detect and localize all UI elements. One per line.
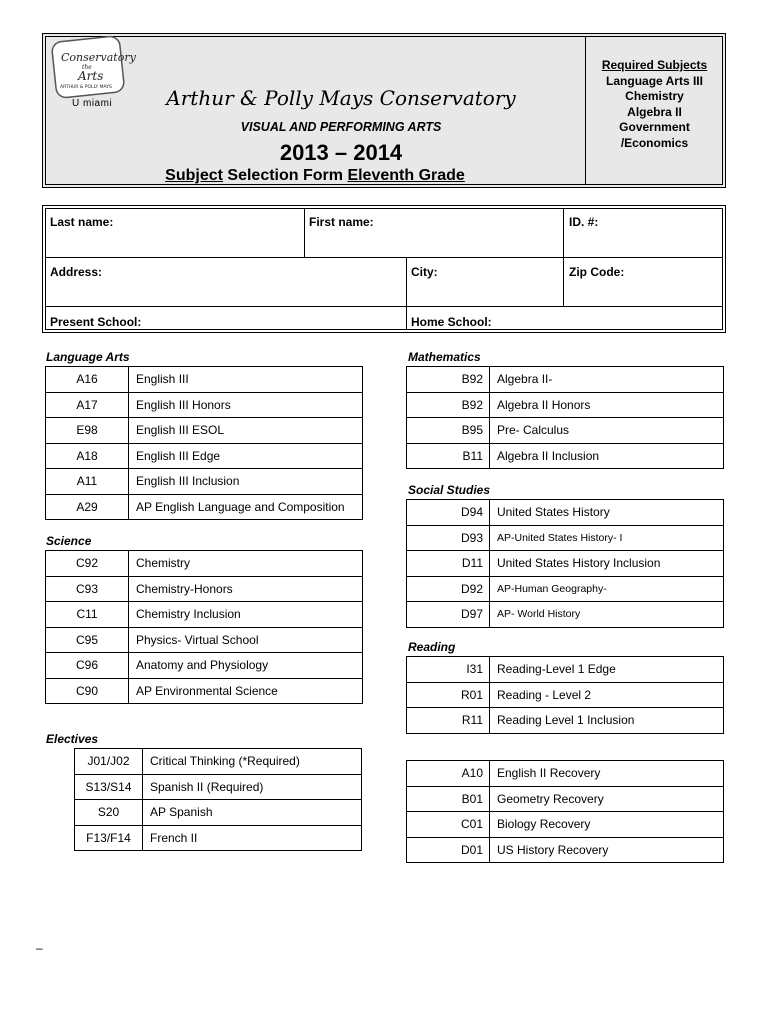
course-code: C96 [46,653,129,679]
course-row[interactable] [407,525,724,551]
recovery-table [406,760,724,863]
language-arts-table [45,366,363,520]
form-title-subject: Subject [165,167,223,184]
course-code: D94 [407,500,490,526]
course-code: C93 [46,576,129,602]
course-code: B92 [407,392,490,418]
course-code: A18 [46,443,129,469]
course-name: Chemistry Inclusion [129,602,363,628]
course-row[interactable] [46,602,363,628]
electives-table [74,748,362,851]
mathematics-table [406,366,724,469]
course-name: Reading - Level 2 [490,682,724,708]
course-name: Reading-Level 1 Edge [490,657,724,683]
course-code: C90 [46,678,129,704]
course-row[interactable] [407,786,724,812]
first-name-field[interactable]: First name: [309,215,374,229]
course-name: United States History [490,500,724,526]
course-row[interactable] [46,443,363,469]
course-row[interactable] [46,392,363,418]
course-name: Anatomy and Physiology [129,653,363,679]
form-title [140,167,490,185]
course-row[interactable] [46,576,363,602]
course-code: A10 [407,761,490,787]
course-code: D92 [407,576,490,602]
course-code: A16 [46,367,129,393]
required-subjects-box [585,36,723,185]
course-name: English III ESOL [129,418,363,444]
zip-code-field[interactable]: Zip Code: [569,265,625,279]
course-name: US History Recovery [490,837,724,863]
footer-mark: – [36,941,43,955]
course-code: B95 [407,418,490,444]
course-code: D01 [407,837,490,863]
course-name: Critical Thinking (*Required) [143,749,362,775]
course-row[interactable] [407,367,724,393]
course-name: Geometry Recovery [490,786,724,812]
course-row[interactable] [407,392,724,418]
section-title-mathematics: Mathematics [408,350,481,364]
info-divider [406,257,407,330]
course-name: AP English Language and Composition [129,494,363,520]
course-name: Reading Level 1 Inclusion [490,708,724,734]
reading-table [406,656,724,734]
course-code: D93 [407,525,490,551]
course-code: D97 [407,602,490,628]
course-row[interactable] [46,469,363,495]
course-name: English II Recovery [490,761,724,787]
course-code: A11 [46,469,129,495]
course-name: French II [143,825,362,851]
course-row[interactable] [46,551,363,577]
course-name: Algebra II Inclusion [490,443,724,469]
logo-text-the: the [82,64,92,71]
school-year: 2013 – 2014 [279,140,403,165]
course-row[interactable] [407,708,724,734]
course-row[interactable] [407,682,724,708]
course-name: English III [129,367,363,393]
course-code: A17 [46,392,129,418]
home-school-field[interactable]: Home School: [411,315,492,329]
course-name: AP- World History [490,602,724,628]
course-name: AP-United States History- I [490,525,724,551]
address-field[interactable]: Address: [50,265,103,279]
form-title-grade: Eleventh Grade [347,167,465,184]
course-name: AP Spanish [143,800,362,826]
form-title-middle: Selection Form [222,167,348,184]
city-field[interactable]: City: [411,265,438,279]
course-name: Spanish II (Required) [143,774,362,800]
course-row[interactable] [407,500,724,526]
school-title: Arthur & Polly Mays Conservatory [166,86,516,110]
umiami-logo: U miami [72,98,113,109]
course-code: S20 [75,800,143,826]
course-row[interactable] [46,627,363,653]
info-divider [45,306,723,307]
course-row[interactable] [407,418,724,444]
course-row[interactable] [407,837,724,863]
course-code: S13/S14 [75,774,143,800]
required-subject-item: Algebra II [627,104,682,119]
course-row[interactable] [75,774,362,800]
conservatory-logo [50,37,136,99]
logo-text-arts: Arts [78,69,104,83]
course-row[interactable] [407,602,724,628]
section-title-reading: Reading [408,640,456,654]
course-row[interactable] [407,761,724,787]
info-divider [563,257,564,306]
course-row[interactable] [46,678,363,704]
course-row[interactable] [75,800,362,826]
course-code: B01 [407,786,490,812]
course-name: Algebra II Honors [490,392,724,418]
course-code: A29 [46,494,129,520]
course-code: J01/J02 [75,749,143,775]
course-row[interactable] [407,443,724,469]
course-code: F13/F14 [75,825,143,851]
section-title-social-studies: Social Studies [408,483,491,497]
last-name-field[interactable]: Last name: [50,215,114,229]
science-table [45,550,363,704]
logo-text-conservatory: Conservatory [61,51,136,64]
course-row[interactable] [407,812,724,838]
course-name: Chemistry [129,551,363,577]
course-row[interactable] [407,551,724,577]
section-title-electives: Electives [46,732,99,746]
course-code: C92 [46,551,129,577]
course-code: D11 [407,551,490,577]
course-name: Pre- Calculus [490,418,724,444]
course-row[interactable] [407,576,724,602]
course-row[interactable] [407,657,724,683]
info-divider [304,208,305,257]
course-row[interactable] [75,825,362,851]
course-code: B92 [407,367,490,393]
social-studies-table [406,499,724,628]
course-name: Biology Recovery [490,812,724,838]
course-code: B11 [407,443,490,469]
course-code: I31 [407,657,490,683]
present-school-field[interactable]: Present School: [50,315,142,329]
course-row[interactable] [75,749,362,775]
required-subjects-title: Required Subjects [601,58,708,72]
course-name: Chemistry-Honors [129,576,363,602]
section-title-science: Science [46,534,92,548]
required-subject-item: /Economics [620,135,689,150]
course-code: R11 [407,708,490,734]
course-row[interactable] [46,653,363,679]
section-title-language-arts: Language Arts [46,350,130,364]
course-name: English III Inclusion [129,469,363,495]
school-subtitle: VISUAL AND PERFORMING ARTS [240,120,442,134]
course-name: AP-Human Geography- [490,576,724,602]
course-code: R01 [407,682,490,708]
id-field[interactable]: ID. #: [569,215,599,229]
required-subject-item: Language Arts III [606,73,703,88]
course-row[interactable] [46,494,363,520]
course-name: English III Edge [129,443,363,469]
required-subject-item: Chemistry [625,89,684,103]
course-name: English III Honors [129,392,363,418]
logo-text-mays: ARTHUR & POLLY MAYS [60,85,112,90]
course-code: C95 [46,627,129,653]
course-name: AP Environmental Science [129,678,363,704]
course-name: Physics- Virtual School [129,627,363,653]
info-divider [45,257,723,258]
course-code: E98 [46,418,129,444]
course-name: United States History Inclusion [490,551,724,577]
course-name: Algebra II- [490,367,724,393]
course-row[interactable] [46,418,363,444]
course-row[interactable] [46,367,363,393]
course-code: C11 [46,602,129,628]
info-divider [563,208,564,257]
course-code: C01 [407,812,490,838]
required-subject-item: Government [619,120,690,134]
